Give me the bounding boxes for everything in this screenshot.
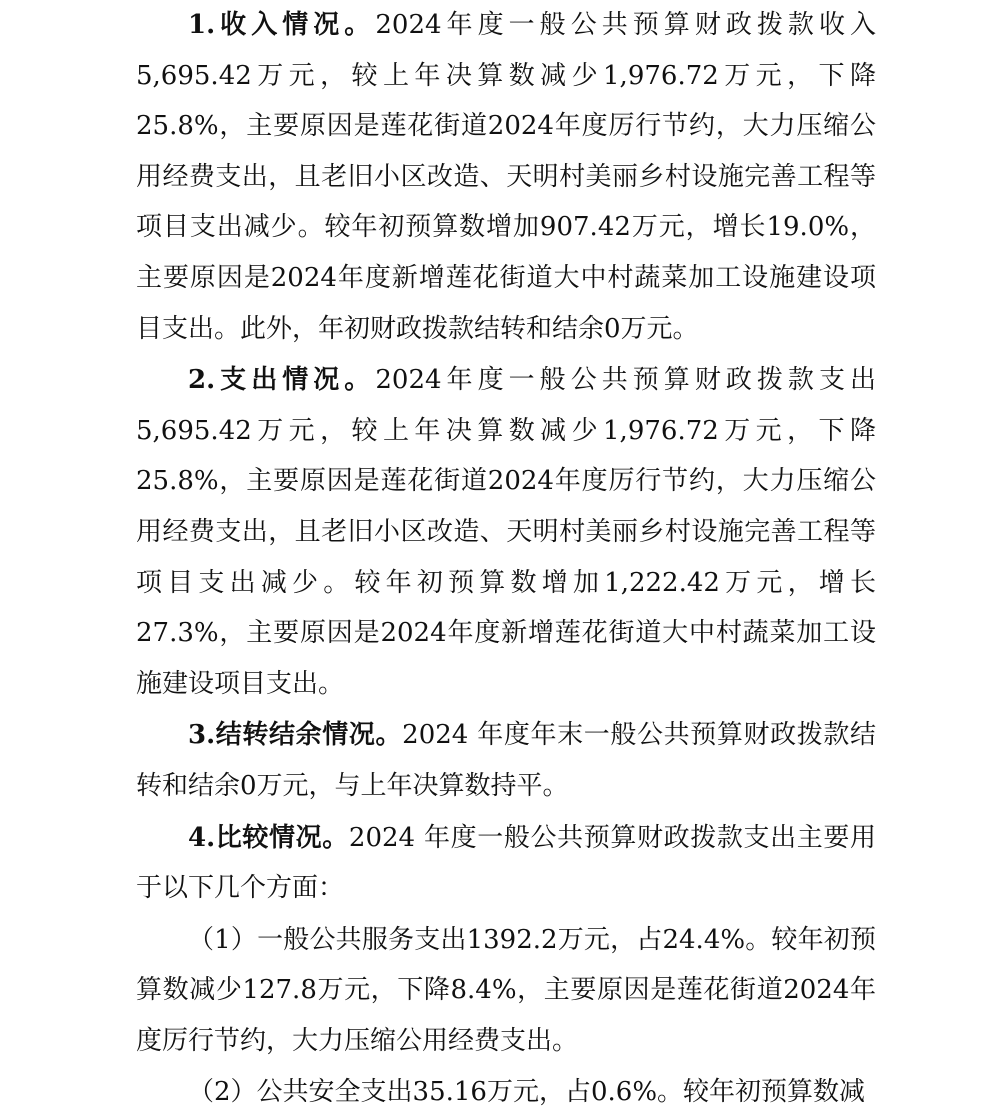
paragraph-text: 2024 年度年末一般公共预算财政拨款结转和结余0万元，与上年决算数持平。	[136, 720, 876, 801]
paragraph-heading: 3.结转结余情况。	[188, 720, 403, 751]
paragraph-income	[136, 0, 876, 354]
paragraph-heading: 1.收入情况。	[188, 10, 376, 40]
paragraph-expenditure	[136, 355, 876, 709]
document-body	[136, 0, 876, 1118]
paragraph-heading: 2.支出情况。	[188, 365, 376, 396]
paragraph-comparison	[136, 813, 876, 914]
paragraph-text: 2024年度一般公共预算财政拨款收入5,695.42万元，较上年决算数减少1,976.72万元，下降25.8%，主要原因是莲花街道2024年度厉行节约，大力压缩公用经费支出，且老旧小区改造、天明村美丽乡村设施完善工程等项目支出减少。较年初预算数增加907.42万元，增长19.0%，主要原因是2024年度新增莲花街道大中村蔬菜加工设施建设项目支出。此外，年初财政拨款结转和结余0万元。	[136, 10, 876, 344]
paragraph-text: （2）公共安全支出35.16万元，占0.6%。较年初预算数减	[188, 1077, 866, 1108]
paragraph-text: （1）一般公共服务支出1392.2万元，占24.4%。较年初预算数减少127.8万元，下降8.4%，主要原因是莲花街道2024年度厉行节约，大力压缩公用经费支出。	[136, 924, 876, 1056]
paragraph-text: 2024年度一般公共预算财政拨款支出5,695.42万元，较上年决算数减少1,976.72万元，下降25.8%，主要原因是莲花街道2024年度厉行节约，大力压缩公用经费支出，且老旧小区改造、天明村美丽乡村设施完善工程等项目支出减少。较年初预算数增加1,222.42万元，增长27.3%，主要原因是2024年度新增莲花街道大中村蔬菜加工设施建设项目支出。	[136, 365, 876, 699]
paragraph-heading: 4.比较情况。	[188, 822, 349, 853]
paragraph-text: 2024 年度一般公共预算财政拨款支出主要用于以下几个方面：	[136, 822, 876, 904]
paragraph-item-2	[136, 1067, 876, 1118]
paragraph-carryover	[136, 710, 876, 811]
